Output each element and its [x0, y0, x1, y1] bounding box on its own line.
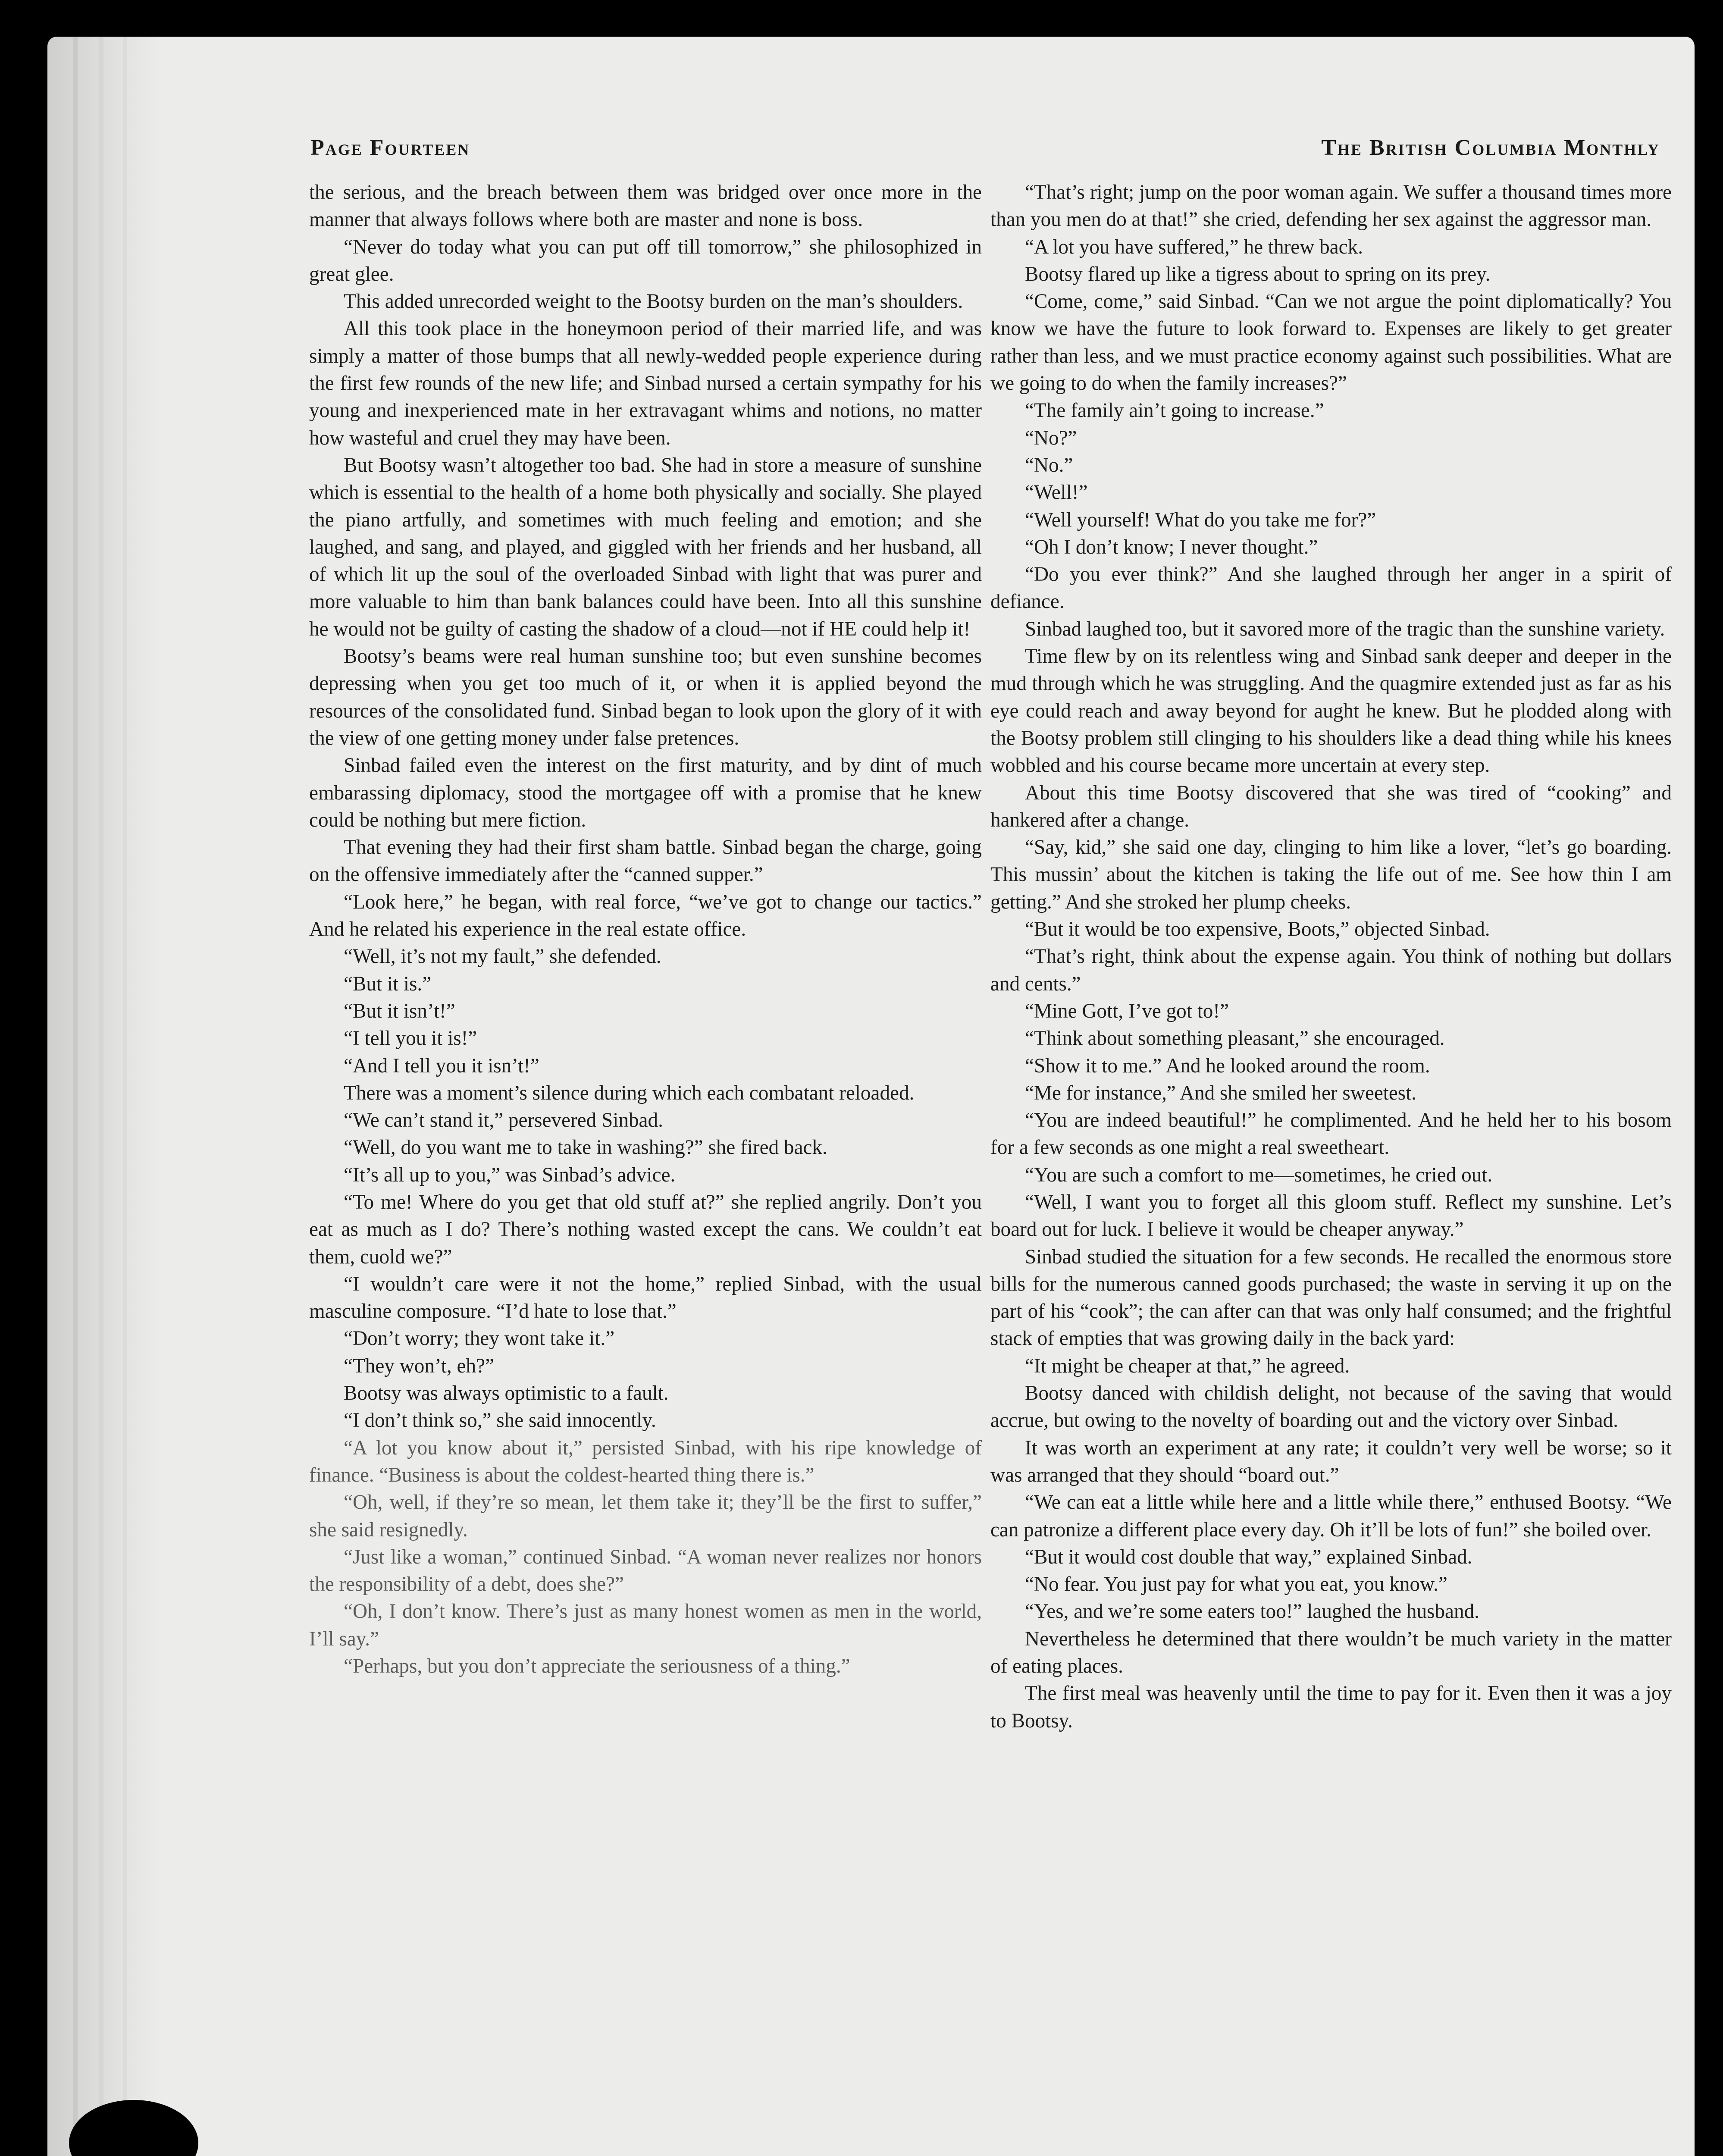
paragraph: But Bootsy wasn’t altogether too bad. She had in store a measure of sunshine which is essential to the health of a home both physically and socially. She played the piano artfully, and sometimes with much feeling and emotion; and she laughed, and sang, and played, and giggled with her friends and her husband, all of which lit up the soul of the overloaded Sinbad with light that was purer and more valuable to him than bank balances could have been. Into all this sunshine he would not be guilty of casting the shadow of a cloud—not if HE could help it!: [309, 454, 982, 640]
paragraph: The first meal was heavenly until the time to pay for it. Even then it was a joy to Bootsy.: [990, 1682, 1672, 1732]
paragraph: “No.”: [1025, 454, 1073, 476]
paragraph: This added unrecorded weight to the Bootsy burden on the man’s shoulders.: [344, 290, 963, 313]
paragraph: “Yes, and we’re some eaters too!” laughed the husband.: [1025, 1600, 1479, 1623]
paragraph: “We can’t stand it,” persevered Sinbad.: [344, 1109, 663, 1132]
paragraph: “That’s right; jump on the poor woman again. We suffer a thousand times more than you men do at that!” she cried, defending her sex against the aggressor man.: [990, 181, 1672, 231]
paragraph: “Think about something pleasant,” she encouraged.: [1025, 1027, 1445, 1050]
paragraph: “And I tell you it isn’t!”: [344, 1054, 539, 1077]
magazine-page: [47, 37, 1695, 2156]
paragraph: Sinbad laughed too, but it savored more of the tragic than the sunshine variety.: [1025, 617, 1665, 640]
paragraph: Bootsy flared up like a tigress about to spring on its prey.: [1025, 263, 1491, 285]
paragraph: Bootsy was always optimistic to a fault.: [344, 1382, 669, 1405]
paragraph: Sinbad failed even the interest on the first maturity, and by dint of much embarassing diplomacy, stood the mortgagee off with a promise that he knew could be nothing but mere fiction.: [309, 754, 982, 831]
paragraph: Bootsy’s beams were real human sunshine too; but even sunshine becomes depressing when you get too much of it, or when it is applied beyond the resources of the consolidated fund. Sinbad began to look upon the glory of it with the view of one getting money under false pretences.: [309, 645, 982, 749]
paragraph: That evening they had their first sham battle. Sinbad began the charge, going on the offensive immediately after the “canned supper.”: [309, 836, 982, 886]
paragraph: “I tell you it is!”: [344, 1027, 477, 1050]
paragraph: “Well, I want you to forget all this gloom stuff. Reflect my sunshine. Let’s board out for luck. I believe it would be cheaper anyway.”: [990, 1191, 1672, 1241]
paragraph: “No fear. You just pay for what you eat, you know.”: [1025, 1573, 1447, 1596]
paragraph: “Oh, well, if they’re so mean, let them take it; they’ll be the first to suffer,” she said resignedly.: [309, 1491, 982, 1541]
page-edge-line: [99, 37, 103, 2156]
paragraph: “But it would be too expensive, Boots,” objected Sinbad.: [1025, 918, 1490, 941]
paragraph: “Do you ever think?” And she laughed through her anger in a spirit of defiance.: [990, 563, 1672, 613]
paragraph: Nevertheless he determined that there wouldn’t be much variety in the matter of eating places.: [990, 1627, 1672, 1678]
paragraph: “But it is.”: [344, 972, 432, 995]
paragraph: “A lot you know about it,” persisted Sinbad, with his ripe knowledge of finance. “Business is about the coldest-hearted thing there is.”: [309, 1436, 982, 1486]
paragraph: “You are indeed beautiful!” he complimented. And he held her to his bosom for a few seconds as one might a real sweetheart.: [990, 1109, 1672, 1159]
paragraph: “I wouldn’t care were it not the home,” replied Sinbad, with the usual masculine composure. “I’d hate to lose that.”: [309, 1272, 982, 1323]
paragraph: “Well, do you want me to take in washing?” she fired back.: [344, 1136, 827, 1159]
paragraph: “I don’t think so,” she said innocently.: [344, 1409, 656, 1432]
paragraph: “Well, it’s not my fault,” she defended.: [344, 945, 661, 968]
page-edge-line: [123, 37, 127, 2156]
right-column: [990, 179, 1672, 1735]
paragraph: “Well yourself! What do you take me for?”: [1025, 508, 1376, 531]
page-edge-line: [73, 37, 78, 2156]
paragraph: “But it would cost double that way,” explained Sinbad.: [1025, 1545, 1472, 1568]
paragraph: “Never do today what you can put off till tomorrow,” she philosophized in great glee.: [309, 235, 982, 285]
paragraph: “It’s all up to you,” was Sinbad’s advice.: [344, 1163, 676, 1186]
paragraph: All this took place in the honeymoon period of their married life, and was simply a matter of those bumps that all newly-wedded people experience during the first few rounds of the new life; and Sinbad nursed a certain sympathy for his young and inexperienced mate in her extravagant whims and notions, no matter how wasteful and cruel they may have been.: [309, 317, 982, 449]
paragraph: About this time Bootsy discovered that she was tired of “cooking” and hankered after a change.: [990, 781, 1672, 831]
paragraph: the serious, and the breach between them was bridged over once more in the manner that always follows where both are master and none is boss.: [309, 181, 982, 231]
paragraph: “That’s right, think about the expense again. You think of nothing but dollars and cents.”: [990, 945, 1672, 995]
paragraph: “A lot you have suffered,” he threw back.: [1025, 235, 1363, 258]
paragraph: “Show it to me.” And he looked around the room.: [1025, 1054, 1430, 1077]
running-header: [310, 135, 1660, 169]
paragraph: “Mine Gott, I’ve got to!”: [1025, 1000, 1229, 1022]
paragraph: “We can eat a little while here and a little while there,” enthused Bootsy. “We can patronize a different place every day. Oh it’ll be lots of fun!” she boiled over.: [990, 1491, 1672, 1541]
paragraph: Time flew by on its relentless wing and Sinbad sank deeper and deeper in the mud through which he was struggling. And the quagmire extended just as far as his eye could reach and away beyond for aught he knew. But he plodded along with the Bootsy problem still clinging to his shoulders like a dead thing while his knees wobbled and his course became more uncertain at every step.: [990, 645, 1672, 777]
paragraph: Sinbad studied the situation for a few seconds. He recalled the enormous store bills for the numerous canned goods purchased; the waste in serving it up on the part of his “cook”; the can after can that was only half consumed; and the frightful stack of empties that was growing daily in the back yard:: [990, 1245, 1672, 1350]
paragraph: “Perhaps, but you don’t appreciate the seriousness of a thing.”: [344, 1655, 850, 1678]
paragraph: “Me for instance,” And she smiled her sweetest.: [1025, 1081, 1417, 1104]
publication-title: The British Columbia Monthly: [1321, 135, 1660, 160]
paragraph: “Just like a woman,” continued Sinbad. “A woman never realizes nor honors the responsibility of a debt, does she?”: [309, 1545, 982, 1596]
page-number-heading: Page Fourteen: [310, 135, 470, 160]
left-column: [309, 179, 982, 1680]
paragraph: “You are such a comfort to me—sometimes, he cried out.: [1025, 1163, 1493, 1186]
paragraph: “To me! Where do you get that old stuff at?” she replied angrily. Don’t you eat as much as I do? There’s nothing wasted except the cans. We couldn’t eat them, cuold we?”: [309, 1191, 982, 1268]
paragraph: “But it isn’t!”: [344, 1000, 455, 1022]
paragraph: “Well!”: [1025, 481, 1088, 504]
paragraph: “Come, come,” said Sinbad. “Can we not argue the point diplomatically? You know we have the future to look forward to. Expenses are likely to get greater rather than less, and we must practice economy against such possibilities. What are we going to do when the family increases?”: [990, 290, 1672, 395]
page-edge-shadow: [47, 37, 160, 2156]
paragraph: Bootsy danced with childish delight, not because of the saving that would accrue, but owing to the novelty of boarding out and the victory over Sinbad.: [990, 1382, 1672, 1432]
paragraph: “Oh I don’t know; I never thought.”: [1025, 536, 1318, 558]
paragraph: There was a moment’s silence during which each combatant reloaded.: [344, 1081, 915, 1104]
paragraph: “Oh, I don’t know. There’s just as many honest women as men in the world, I’ll say.”: [309, 1600, 982, 1650]
paragraph: It was worth an experiment at any rate; it couldn’t very well be worse; so it was arranged that they should “board out.”: [990, 1436, 1672, 1486]
paragraph: “Don’t worry; they wont take it.”: [344, 1327, 615, 1350]
paragraph: “They won’t, eh?”: [344, 1354, 494, 1377]
paragraph: “No?”: [1025, 426, 1077, 449]
paragraph: “Look here,” he began, with real force, “we’ve got to change our tactics.” And he related his experience in the real estate office.: [309, 890, 982, 941]
paragraph: “It might be cheaper at that,” he agreed.: [1025, 1354, 1350, 1377]
paragraph: “The family ain’t going to increase.”: [1025, 399, 1324, 422]
paragraph: “Say, kid,” she said one day, clinging to him like a lover, “let’s go boarding. This mussin’ about the kitchen is taking the life out of me. See how thin I am getting.” And she stroked her plump cheeks.: [990, 836, 1672, 913]
